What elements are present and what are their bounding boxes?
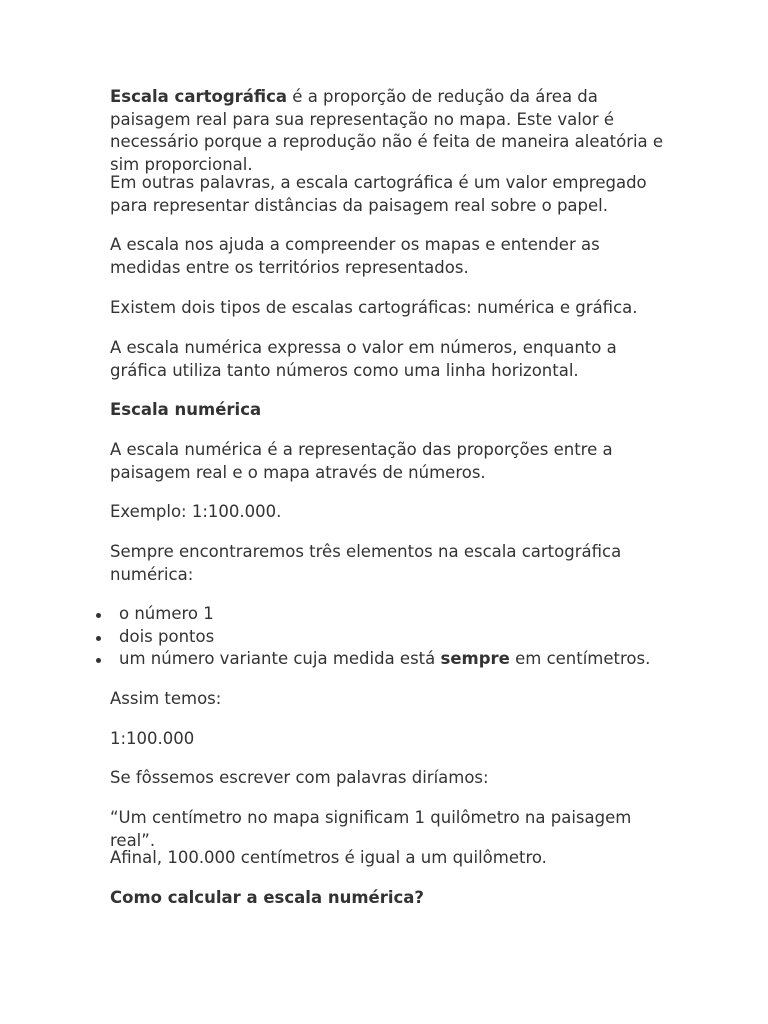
paragraph-tipos-escalas: Existem dois tipos de escalas cartográficas: numérica e gráfica. (110, 298, 638, 317)
elements-list (0, 603, 700, 671)
heading-como-calcular: Como calcular a escala numérica? (110, 888, 424, 907)
bullet-icon (96, 636, 101, 641)
paragraph-citacao: “Um centímetro no mapa significam 1 quilômetro na paisagem real”. (110, 808, 632, 850)
paragraph-exemplo: Exemplo: 1:100.000. (110, 502, 282, 521)
term-escala-cartografica: Escala cartográfica (110, 87, 288, 106)
paragraph-escala-valor: 1:100.000 (110, 729, 195, 748)
paragraph-com-palavras: Se fôssemos escrever com palavras diríamos: (110, 768, 489, 787)
paragraph-tres-elementos: Sempre encontraremos três elementos na escala cartográfica numérica: (110, 542, 622, 584)
list-item: um número variante cuja medida está sempre em centímetros. (0, 648, 700, 671)
paragraph-assim-temos: Assim temos: (110, 689, 222, 708)
bullet-icon (96, 613, 101, 618)
paragraph-outras-palavras: Em outras palavras, a escala cartográfica é um valor empregado para representar distâncias da paisagem real sobre o papel. (110, 173, 647, 215)
intro-paragraph (110, 86, 670, 176)
paragraph-compreender-mapas: A escala nos ajuda a compreender os mapas e entender as medidas entre os territórios representados. (110, 235, 600, 277)
emphasis-sempre: sempre (440, 649, 510, 668)
bullet-icon (96, 658, 101, 663)
paragraph-afinal: Afinal, 100.000 centímetros é igual a um quilômetro. (110, 848, 547, 867)
list-item: dois pontos (0, 626, 700, 649)
heading-escala-numerica: Escala numérica (110, 400, 262, 419)
paragraph-definicao-numerica: A escala numérica é a representação das proporções entre a paisagem real e o mapa através de números. (110, 440, 613, 482)
intro-text: é a proporção de redução da área da paisagem real para sua representação no mapa. Este valor é necessário porque a reprodução não é feita de maneira aleatória e sim proporcional. (110, 87, 664, 174)
paragraph-numerica-vs-grafica: A escala numérica expressa o valor em números, enquanto a gráfica utiliza tanto números como uma linha horizontal. (110, 338, 617, 380)
list-item: o número 1 (0, 603, 700, 626)
